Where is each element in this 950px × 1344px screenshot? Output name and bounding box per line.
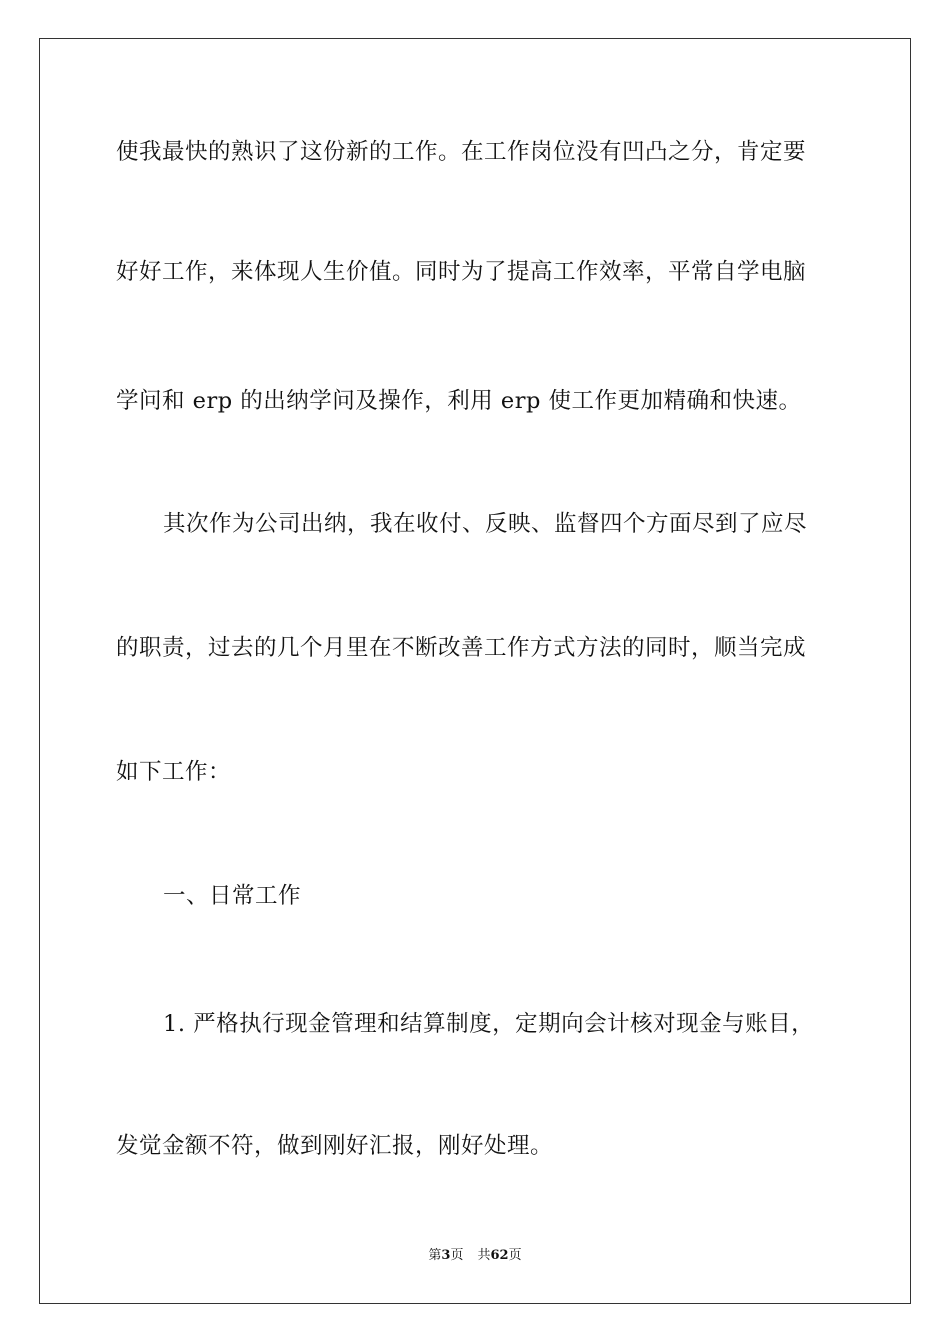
page-suffix: 页 bbox=[450, 1248, 464, 1263]
page-border bbox=[39, 38, 911, 1304]
paragraph-line: 好好工作，来体现人生价值。同时为了提高工作效率，平常自学电脑 bbox=[116, 259, 807, 285]
paragraph-line: 如下工作： bbox=[116, 759, 232, 785]
paragraph-line: 其次作为公司出纳，我在收付、反映、监督四个方面尽到了应尽 bbox=[163, 511, 808, 537]
section-heading: 一、日常工作 bbox=[163, 883, 302, 909]
list-item: 1. 严格执行现金管理和结算制度，定期向会计核对现金与账目， bbox=[163, 1011, 815, 1037]
paragraph-line: 使我最快的熟识了这份新的工作。在工作岗位没有凹凸之分，肯定要 bbox=[116, 139, 807, 165]
paragraph-line: 的职责，过去的几个月里在不断改善工作方式方法的同时，顺当完成 bbox=[116, 635, 807, 661]
paragraph-line: 发觉金额不符，做到刚好汇报，刚好处理。 bbox=[116, 1133, 554, 1159]
paragraph-line: 学问和 erp 的出纳学问及操作，利用 erp 使工作更加精确和快速。 bbox=[116, 388, 802, 414]
page-prefix: 第 bbox=[428, 1248, 442, 1263]
total-prefix: 共 bbox=[477, 1248, 491, 1263]
page-footer bbox=[0, 1247, 950, 1265]
total-suffix: 页 bbox=[508, 1248, 522, 1263]
total-pages: 62 bbox=[490, 1248, 509, 1263]
page-number: 3 bbox=[441, 1248, 451, 1263]
